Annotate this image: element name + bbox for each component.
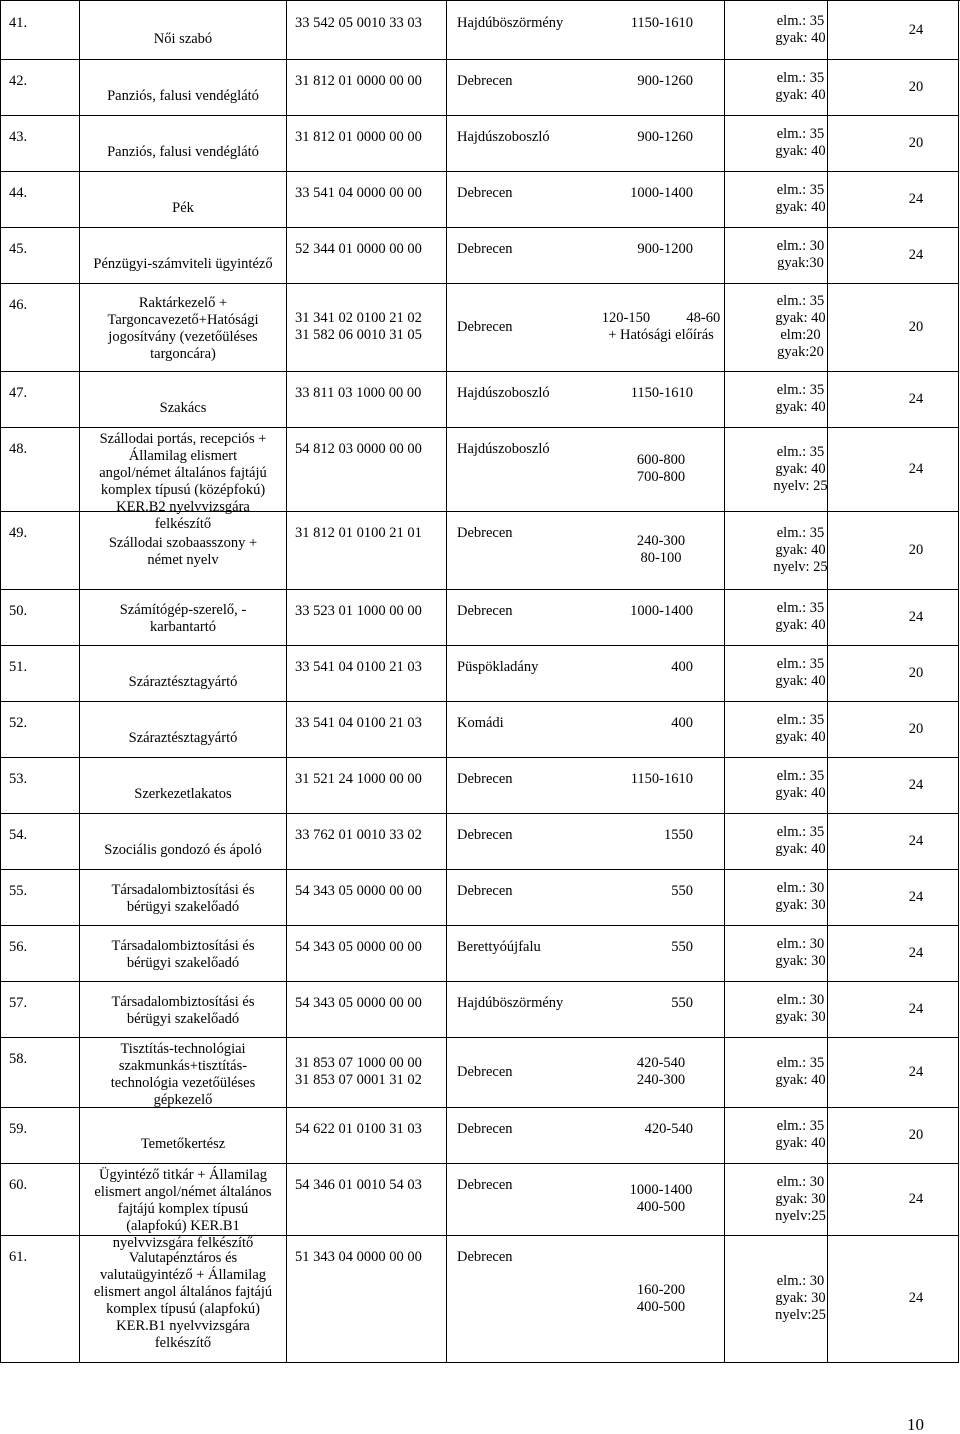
theory-practice-split: elm.: 35 gyak: 40: [775, 70, 826, 103]
table-row-rule: [1, 981, 959, 982]
row-number: 53.: [9, 771, 28, 787]
theory-practice-split: elm.: 35 gyak: 40: [775, 824, 826, 857]
duration-weeks: 20: [908, 664, 924, 681]
row-number: 43.: [9, 129, 28, 145]
qualification-code: 54 346 01 0010 54 03: [295, 1177, 422, 1193]
occupation-name: Szállodai szobaasszony + német nyelv: [108, 535, 258, 568]
theory-practice-split: elm.: 30 gyak: 30: [775, 992, 826, 1025]
training-hours: 550: [671, 883, 693, 899]
table-row-rule: [1, 813, 959, 814]
theory-practice-split: elm.: 35 gyak: 40: [775, 600, 826, 633]
occupation-name: Valutapénztáros és valutaügyintéző + Államilag elismert angol általános fajtájú komplex típusú (alapfokú) KER.B1 nyelvvizsgára felkészítő: [93, 1249, 273, 1351]
city: Debrecen: [457, 185, 513, 201]
table-row-rule: [1, 925, 959, 926]
occupation-name: Raktárkezelő + Targoncavezető+Hatósági jogosítvány (vezetőüléses targoncára): [107, 295, 259, 362]
theory-practice-split: elm.: 30 gyak: 30: [775, 880, 826, 913]
occupation-name: Pénzügyi-számviteli ügyintéző: [93, 255, 273, 272]
city: Hajdúszoboszló: [457, 129, 550, 145]
occupation-name: Szerkezetlakatos: [134, 785, 232, 802]
duration-weeks: 24: [908, 832, 924, 849]
qualification-code: 31 853 07 1000 00 00 31 853 07 0001 31 02: [295, 1055, 422, 1088]
qualification-code: 33 541 04 0000 00 00: [295, 185, 422, 201]
city: Debrecen: [457, 883, 513, 899]
theory-practice-split: elm.: 35 gyak: 40: [775, 656, 826, 689]
training-hours: 900-1260: [637, 73, 693, 89]
row-number: 41.: [9, 15, 28, 31]
row-number: 61.: [9, 1249, 28, 1265]
theory-practice-split: elm.: 35 gyak: 40: [775, 1055, 826, 1088]
table-row-rule: [1, 589, 959, 590]
theory-practice-split: elm.: 30 gyak: 30: [775, 936, 826, 969]
theory-practice-split: elm.: 35 gyak: 40: [775, 182, 826, 215]
city: Debrecen: [457, 603, 513, 619]
table-row-rule: [1, 645, 959, 646]
theory-practice-split: elm.: 35 gyak: 40 elm:20 gyak:20: [775, 293, 826, 360]
page-number: 10: [907, 1415, 924, 1434]
row-number: 48.: [9, 441, 28, 457]
qualification-code: 33 811 03 1000 00 00: [295, 385, 422, 401]
occupation-name: Száraztésztagyártó: [128, 673, 238, 690]
theory-practice-split: elm.: 30 gyak: 30 nyelv:25: [775, 1273, 826, 1323]
qualification-code: 54 622 01 0100 31 03: [295, 1121, 422, 1137]
row-number: 47.: [9, 385, 28, 401]
row-number: 50.: [9, 603, 28, 619]
row-number: 46.: [9, 297, 28, 313]
table-column-rule: [286, 1, 287, 1362]
row-number: 44.: [9, 185, 28, 201]
training-hours: 1150-1610: [630, 771, 693, 787]
training-hours: 1000-1400: [630, 185, 693, 201]
city: Hajdúböszörmény: [457, 995, 564, 1011]
row-number: 54.: [9, 827, 28, 843]
city: Debrecen: [457, 73, 513, 89]
city: Debrecen: [457, 241, 513, 257]
theory-practice-split: elm.: 35 gyak: 40: [775, 13, 826, 46]
theory-practice-split: elm.: 30 gyak: 30 nyelv:25: [775, 1173, 826, 1224]
training-hours: 120-150 48-60 + Hatósági előírás: [601, 310, 721, 343]
occupation-name: Társadalombiztosítási és bérügyi szakelőadó: [111, 994, 255, 1027]
city: Hajdúszoboszló: [457, 385, 550, 401]
occupation-name: Temetőkertész: [140, 1135, 226, 1152]
training-hours: 400: [671, 659, 693, 675]
theory-practice-split: elm.: 35 gyak: 40: [775, 126, 826, 159]
duration-weeks: 24: [908, 1290, 924, 1306]
row-number: 42.: [9, 73, 28, 89]
occupation-name: Panziós, falusi vendéglátó: [107, 87, 259, 104]
duration-weeks: 24: [908, 1063, 924, 1080]
qualification-code: 54 343 05 0000 00 00: [295, 883, 422, 899]
duration-weeks: 20: [908, 720, 924, 737]
row-number: 59.: [9, 1121, 28, 1137]
row-number: 45.: [9, 241, 28, 257]
row-number: 52.: [9, 715, 28, 731]
duration-weeks: 24: [908, 390, 924, 407]
qualification-code: 31 521 24 1000 00 00: [295, 771, 422, 787]
city: Debrecen: [457, 318, 513, 335]
qualification-code: 33 523 01 1000 00 00: [295, 603, 422, 619]
occupation-name: Panziós, falusi vendéglátó: [107, 143, 259, 160]
city: Berettyóújfalu: [457, 939, 541, 955]
table-row-rule: [1, 757, 959, 758]
table-row-rule: [1, 869, 959, 870]
qualification-code: 54 343 05 0000 00 00: [295, 995, 422, 1011]
duration-weeks: 24: [908, 944, 924, 961]
training-hours: 1000-1400 400-500: [629, 1182, 693, 1215]
occupation-name: Szállodai portás, recepciós + Államilag elismert angol/német általános fajtájú komplex típusú (középfokú) KER.B2 nyelvvizsgára felkészítő: [99, 431, 267, 532]
theory-practice-split: elm.: 35 gyak: 40 nyelv: 25: [773, 443, 828, 494]
qualification-code: 33 542 05 0010 33 03: [295, 15, 422, 31]
training-hours: 400: [671, 715, 693, 731]
qualification-code: 33 541 04 0100 21 03: [295, 715, 422, 731]
table-column-rule: [446, 1, 447, 1362]
duration-weeks: 24: [908, 190, 924, 207]
qualification-code: 54 343 05 0000 00 00: [295, 939, 422, 955]
occupation-name: Ügyintéző titkár + Államilag elismert angol/német általános fajtájú komplex típusú (alapfokú) KER.B1 nyelvvizsgára felkészítő: [94, 1167, 272, 1251]
theory-practice-split: elm.: 35 gyak: 40: [775, 712, 826, 745]
table-row-rule: [1, 115, 959, 116]
qualification-code: 31 812 01 0000 00 00: [295, 73, 422, 89]
theory-practice-split: elm.: 30 gyak:30: [776, 238, 825, 271]
occupation-name: Női szabó: [153, 30, 213, 47]
theory-practice-split: elm.: 35 gyak: 40: [775, 1118, 826, 1151]
training-hours: 550: [671, 995, 693, 1011]
table-row-rule: [1, 701, 959, 702]
row-number: 51.: [9, 659, 28, 675]
qualification-code: 33 762 01 0010 33 02: [295, 827, 422, 843]
row-number: 56.: [9, 939, 28, 955]
row-number: 57.: [9, 995, 28, 1011]
qualification-code: 54 812 03 0000 00 00: [295, 441, 422, 457]
training-hours: 600-800 700-800: [636, 452, 686, 485]
qualification-code: 51 343 04 0000 00 00: [295, 1249, 422, 1265]
city: Püspökladány: [457, 659, 539, 675]
row-number: 49.: [9, 525, 28, 541]
table-column-rule: [724, 1, 725, 1362]
city: Debrecen: [457, 1121, 513, 1137]
duration-weeks: 24: [908, 1190, 924, 1207]
training-hours: 160-200 400-500: [636, 1281, 686, 1315]
duration-weeks: 24: [908, 608, 924, 625]
city: Debrecen: [457, 771, 513, 787]
qualification-code: 31 812 01 0000 00 00: [295, 129, 422, 145]
qualification-code: 31 812 01 0100 21 01: [295, 525, 422, 541]
city: Debrecen: [457, 1177, 513, 1193]
theory-practice-split: elm.: 35 gyak: 40 nyelv: 25: [773, 524, 828, 575]
city: Debrecen: [457, 827, 513, 843]
city: Komádi: [457, 715, 504, 731]
duration-weeks: 24: [908, 246, 924, 263]
table-row-rule: [1, 227, 959, 228]
training-hours: 420-540 240-300: [636, 1055, 686, 1088]
training-hours: 900-1200: [637, 241, 693, 257]
training-hours: 1150-1610: [630, 385, 693, 401]
table-row-rule: [1, 1362, 959, 1363]
duration-weeks: 24: [908, 888, 924, 905]
occupation-name: Szakács: [159, 399, 207, 416]
table-row-rule: [1, 283, 959, 284]
training-hours: 420-540: [644, 1121, 693, 1137]
occupation-name: Számítógép-szerelő, - karbantartó: [119, 602, 247, 635]
table-column-rule: [958, 1, 959, 1362]
table-row-rule: [1, 59, 959, 60]
theory-practice-split: elm.: 35 gyak: 40: [775, 768, 826, 801]
training-hours: 550: [671, 939, 693, 955]
occupation-name: Pék: [172, 199, 194, 216]
duration-weeks: 24: [908, 1000, 924, 1017]
table-row-rule: [1, 1037, 959, 1038]
occupation-name: Társadalombiztosítási és bérügyi szakelőadó: [111, 882, 255, 915]
occupation-name: Tisztítás-technológiai szakmunkás+tisztítás- technológia vezetőüléses gépkezelő: [110, 1041, 256, 1108]
duration-weeks: 24: [908, 21, 924, 38]
city: Debrecen: [457, 1249, 513, 1265]
duration-weeks: 20: [908, 134, 924, 151]
duration-weeks: 20: [908, 541, 924, 558]
table-row-rule: [1, 371, 959, 372]
qualification-code: 31 341 02 0100 21 02 31 582 06 0010 31 05: [295, 310, 422, 343]
occupation-name: Társadalombiztosítási és bérügyi szakelőadó: [111, 938, 255, 971]
theory-practice-split: elm.: 35 gyak: 40: [775, 382, 826, 415]
row-number: 58.: [9, 1051, 28, 1067]
city: Debrecen: [457, 1063, 513, 1080]
occupation-name: Száraztésztagyártó: [128, 729, 238, 746]
training-hours: 240-300 80-100: [636, 533, 686, 566]
duration-weeks: 20: [908, 78, 924, 95]
training-hours: 1000-1400: [630, 603, 693, 619]
row-number: 55.: [9, 883, 28, 899]
table-row-rule: [1, 427, 959, 428]
duration-weeks: 20: [908, 1126, 924, 1143]
city: Hajdúböszörmény: [457, 15, 564, 31]
duration-weeks: 24: [908, 460, 924, 477]
city: Debrecen: [457, 525, 513, 541]
qualification-code: 52 344 01 0000 00 00: [295, 241, 422, 257]
table-row-rule: [1, 171, 959, 172]
training-hours: 1550: [664, 827, 693, 843]
training-hours: 900-1260: [637, 129, 693, 145]
table-row-rule: [1, 1163, 959, 1164]
table-column-rule: [79, 1, 80, 1362]
duration-weeks: 20: [908, 318, 924, 335]
city: Hajdúszoboszló: [457, 441, 550, 457]
row-number: 60.: [9, 1177, 28, 1193]
duration-weeks: 24: [908, 776, 924, 793]
qualification-code: 33 541 04 0100 21 03: [295, 659, 422, 675]
training-hours: 1150-1610: [630, 15, 693, 31]
occupation-name: Szociális gondozó és ápoló: [104, 841, 262, 858]
